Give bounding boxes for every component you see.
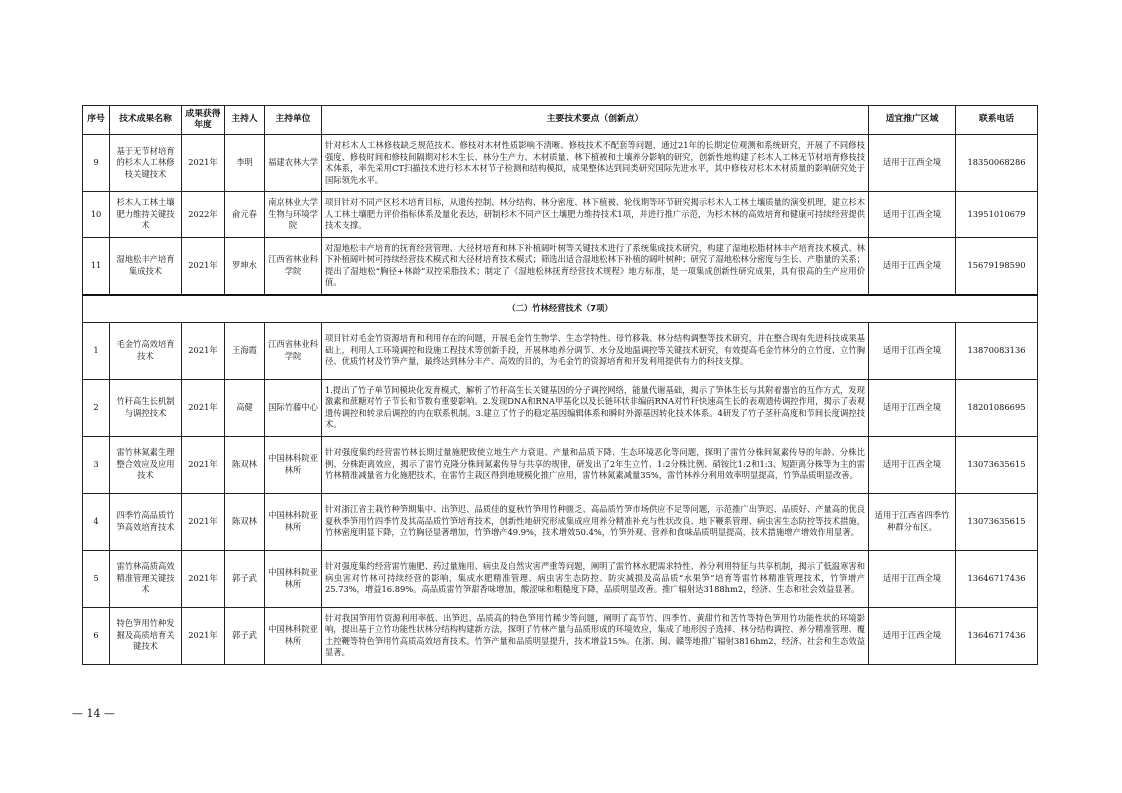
row-unit: 江西省林业科学院 [265, 322, 322, 379]
row-host: 罗坤水 [225, 238, 265, 295]
section-title: （二）竹林经营技术（7项） [83, 295, 1038, 323]
row-host: 俞元春 [225, 192, 265, 238]
row-year: 2021年 [182, 238, 225, 295]
row-year: 2021年 [182, 607, 225, 664]
row-year: 2021年 [182, 135, 225, 192]
row-index: 11 [83, 238, 110, 295]
row-index: 9 [83, 135, 110, 192]
row-desc: 针对强度集约经营雷竹林长期过量施肥致使立地生产力衰退、产量和品质下降、生态环境恶化等问题，探明了雷竹分株间氮素传导的年龄、分株比例、分株距离效应，揭示了雷竹克隆分株间氮素传导与共享的规律，研发出了2年生立竹、1:2分株比例、硝铵比1:2和1:3、短距离分株等为主的雷竹林精准减量省力化施肥技术，在雷竹主栽区得到地规模化推广应用，雷竹林氮素减量35%，雷竹林养分利用效率明显提高，竹笋品质明显改善。 [322, 436, 869, 493]
row-desc: 针对我国笋用竹资源利用率低、出笋迟、品质高的特色笋用竹稀少等问题，阐明了高节竹、四季竹、黄甜竹和苦竹等特色笋用竹功能性状的环境影响，提出基于立竹功能性状林分结构构建新方法，探明了竹林产量与品质形成的环境效应，集成了地形因子选择、林分结构调控、养分精准管理、覆土控鞭等特色笋用竹高质高效培育技术。竹笋产量和品质明显提升，技术增益15%。在浙、闽、赣等地推广辐射3816hm2，经济、社会和生态效益显著。 [322, 607, 869, 664]
row-name: 杉木人工林土壤肥力维持关键技术 [110, 192, 182, 238]
row-desc: 1.提出了竹子单节间模块化发育模式，解析了竹秆高生长关键基因的分子调控网络，能量代谢基础，揭示了笋体生长与其附着器官的互作方式，发现激素和蔗糖对竹子节长和节数有重要影响。2.发现DNA和RNA甲基化以及长链环状非编码RNA对竹秆快速高生长的表观遗传调控作用，揭示了表观遗传调控和转录后调控的内在联系机制。3.建立了竹子的稳定基因编辑体系和瞬时外源基因转化技术体系。4研发了竹子茎秆高度和节间长度调控技术。 [322, 379, 869, 436]
row-unit: 中国林科院亚林所 [265, 550, 322, 607]
row-index: 1 [83, 322, 110, 379]
table-row [83, 493, 1038, 550]
table-row [83, 550, 1038, 607]
row-area: 适用于江西全境 [869, 550, 956, 607]
row-index: 10 [83, 192, 110, 238]
table-row [83, 607, 1038, 664]
row-phone: 13951010679 [956, 192, 1038, 238]
row-name: 特色笋用竹种发掘及高质培育关键技术 [110, 607, 182, 664]
row-phone: 18201086695 [956, 379, 1038, 436]
row-desc: 针对杉木人工林修枝缺乏规范技术、修枝对木材性质影响不清晰、修枝技术不配套等问题，通过21年的长期定位观测和系统研究，开展了不同修枝强度、修枝时间和修枝间隔期对杉木生长、林分生产力、木材质量、林下植被和土壤养分影响的研究，创新性地构建了杉木人工林无节材培育修枝技术体系，率先采用CT扫描技术进行杉木木材节子检测和结构模拟，成果整体达到同类研究国际先进水平，其中修枝对杉木木材质量的影响研究处于国际领先水平。 [322, 135, 869, 192]
row-unit: 江西省林业科学院 [265, 238, 322, 295]
table-row [83, 436, 1038, 493]
row-desc: 针对强度集约经营雷竹施肥、药过量施用、病虫及自然灾害严重等问题，阐明了雷竹林水肥需求特性、养分利用特征与共享机制，揭示了低温寒害和病虫害对竹林可持续经营的影响，集成水肥精准管理、病虫害生态防控、防灾减损及高品质“水果笋”培育等雷竹林精准管理技术，竹笋增产25.73%，增益16.89%。高品质雷竹笋甜香味增加，酸涩味和粗糙度下降，品质明显改善。推广辐射达3188hm2，经济、生态和社会效益显著。 [322, 550, 869, 607]
row-name: 雷竹林高质高效精准管理关键技术 [110, 550, 182, 607]
row-phone: 15679198590 [956, 238, 1038, 295]
row-name: 湿地松丰产培育集成技术 [110, 238, 182, 295]
row-desc: 项目针对毛金竹资源培育和利用存在的问题，开展毛金竹生物学、生态学特性、母竹移栽、林分结构调整等技术研究，并在整合现有先进科技成果基础上，利用人工环境调控和设施工程技术等创新手段，开展林地养分调节、水分及地温调控等关键技术研究，有效提高毛金竹林分的立竹度、立竹胸径、优质竹材及竹笋产量，最终达到林分丰产、高效的目的，为毛金竹的资源培育和开发利用提供有力的科技支撑。 [322, 322, 869, 379]
row-area: 适用于江西全境 [869, 379, 956, 436]
table-row [83, 238, 1038, 295]
row-desc: 针对浙江省主栽竹种笋期集中、出笋迟、品质佳的夏秋竹笋用竹种匮乏、高品质竹笋市场供应不足等问题，示范推广出笋迟、品质好、产量高的优良夏秋季笋用竹四季竹及其高品质竹笋培育技术，创新性地研究形成集成应用养分精准补充与性状改良、地下鞭系管理、病虫害生态防控等技术措施，竹林密度明显下降，立竹胸径显著增加，竹笋增产49.9%，技术增效50.4%，竹笋外观、营养和食味品质明显提高，技术措施增产增效作用显著。 [322, 493, 869, 550]
row-host: 李明 [225, 135, 265, 192]
table-row [83, 322, 1038, 379]
row-phone: 13646717436 [956, 607, 1038, 664]
row-year: 2021年 [182, 379, 225, 436]
row-index: 6 [83, 607, 110, 664]
page-number: — 14 — [72, 707, 115, 720]
row-area: 适用于江西全境 [869, 436, 956, 493]
row-unit: 南京林业大学生物与环境学院 [265, 192, 322, 238]
row-name: 竹秆高生长机制与调控技术 [110, 379, 182, 436]
section-row [83, 295, 1038, 323]
header-area: 适宜推广区域 [869, 106, 956, 135]
header-phone: 联系电话 [956, 106, 1038, 135]
row-host: 郭子武 [225, 607, 265, 664]
header-name: 技术成果名称 [110, 106, 182, 135]
header-year: 成果获得 年度 [182, 106, 225, 135]
row-area: 适用于江西全境 [869, 238, 956, 295]
tech-table [82, 105, 1038, 665]
row-year: 2022年 [182, 192, 225, 238]
row-phone: 13073635615 [956, 436, 1038, 493]
row-host: 高健 [225, 379, 265, 436]
row-name: 雷竹林氮素生理整合效应及应用技术 [110, 436, 182, 493]
row-desc: 项目针对不同产区杉木培育目标，从遗传控制、林分结构、林分密度、林下植被、轮伐期等环节研究揭示杉木人工林土壤质量的演变机理，建立杉木人工林土壤肥力评价指标体系及量化表达，研制杉木不同产区土壤肥力维持技术1项，并进行推广示范，为杉木林的高效培育和健康可持续经营提供技术支撑。 [322, 192, 869, 238]
row-area: 适用于江西全境 [869, 607, 956, 664]
row-index: 3 [83, 436, 110, 493]
row-area: 适用于江西省四季竹种群分布区。 [869, 493, 956, 550]
row-host: 陈双林 [225, 436, 265, 493]
row-area: 适用于江西全境 [869, 192, 956, 238]
row-host: 王海霞 [225, 322, 265, 379]
row-year: 2021年 [182, 550, 225, 607]
row-unit: 福建农林大学 [265, 135, 322, 192]
header-desc: 主要技术要点（创新点） [322, 106, 869, 135]
header-unit: 主持单位 [265, 106, 322, 135]
row-name: 四季竹高品质竹笋高效培育技术 [110, 493, 182, 550]
row-name: 基于无节材培育的杉木人工林修枝关键技术 [110, 135, 182, 192]
row-host: 郭子武 [225, 550, 265, 607]
row-index: 2 [83, 379, 110, 436]
row-year: 2021年 [182, 322, 225, 379]
row-year: 2021年 [182, 493, 225, 550]
row-desc: 对湿地松丰产培育的抚育经营管理、大径材培育和林下补植阔叶树等关键技术进行了系统集成技术研究，构建了湿地松脂材林丰产培育技术模式、林下补植阔叶树可持续经营技术模式和大径材培育技术模式；筛选出适合湿地松林下补植的阔叶树种；研究了湿地松林分密度与生长、产脂量的关系；提出了湿地松“胸径+林龄”双控采脂技术；制定了《湿地松林抚育经营技术规程》地方标准，是一项集成创新性研究成果，具有很高的生产应用价值。 [322, 238, 869, 295]
row-phone: 13646717436 [956, 550, 1038, 607]
table-row [83, 192, 1038, 238]
row-unit: 中国林科院亚林所 [265, 607, 322, 664]
table-header-row [83, 106, 1038, 135]
header-host: 主持人 [225, 106, 265, 135]
row-unit: 国际竹藤中心 [265, 379, 322, 436]
row-area: 适用于江西全境 [869, 322, 956, 379]
row-host: 陈双林 [225, 493, 265, 550]
row-phone: 13870083136 [956, 322, 1038, 379]
row-index: 4 [83, 493, 110, 550]
row-phone: 13073635615 [956, 493, 1038, 550]
header-index: 序号 [83, 106, 110, 135]
row-area: 适用于江西全境 [869, 135, 956, 192]
row-year: 2021年 [182, 436, 225, 493]
row-phone: 18350068286 [956, 135, 1038, 192]
row-unit: 中国林科院亚林所 [265, 493, 322, 550]
row-unit: 中国林科院亚林所 [265, 436, 322, 493]
row-index: 5 [83, 550, 110, 607]
table-row [83, 379, 1038, 436]
row-name: 毛金竹高效培育技术 [110, 322, 182, 379]
table-row [83, 135, 1038, 192]
